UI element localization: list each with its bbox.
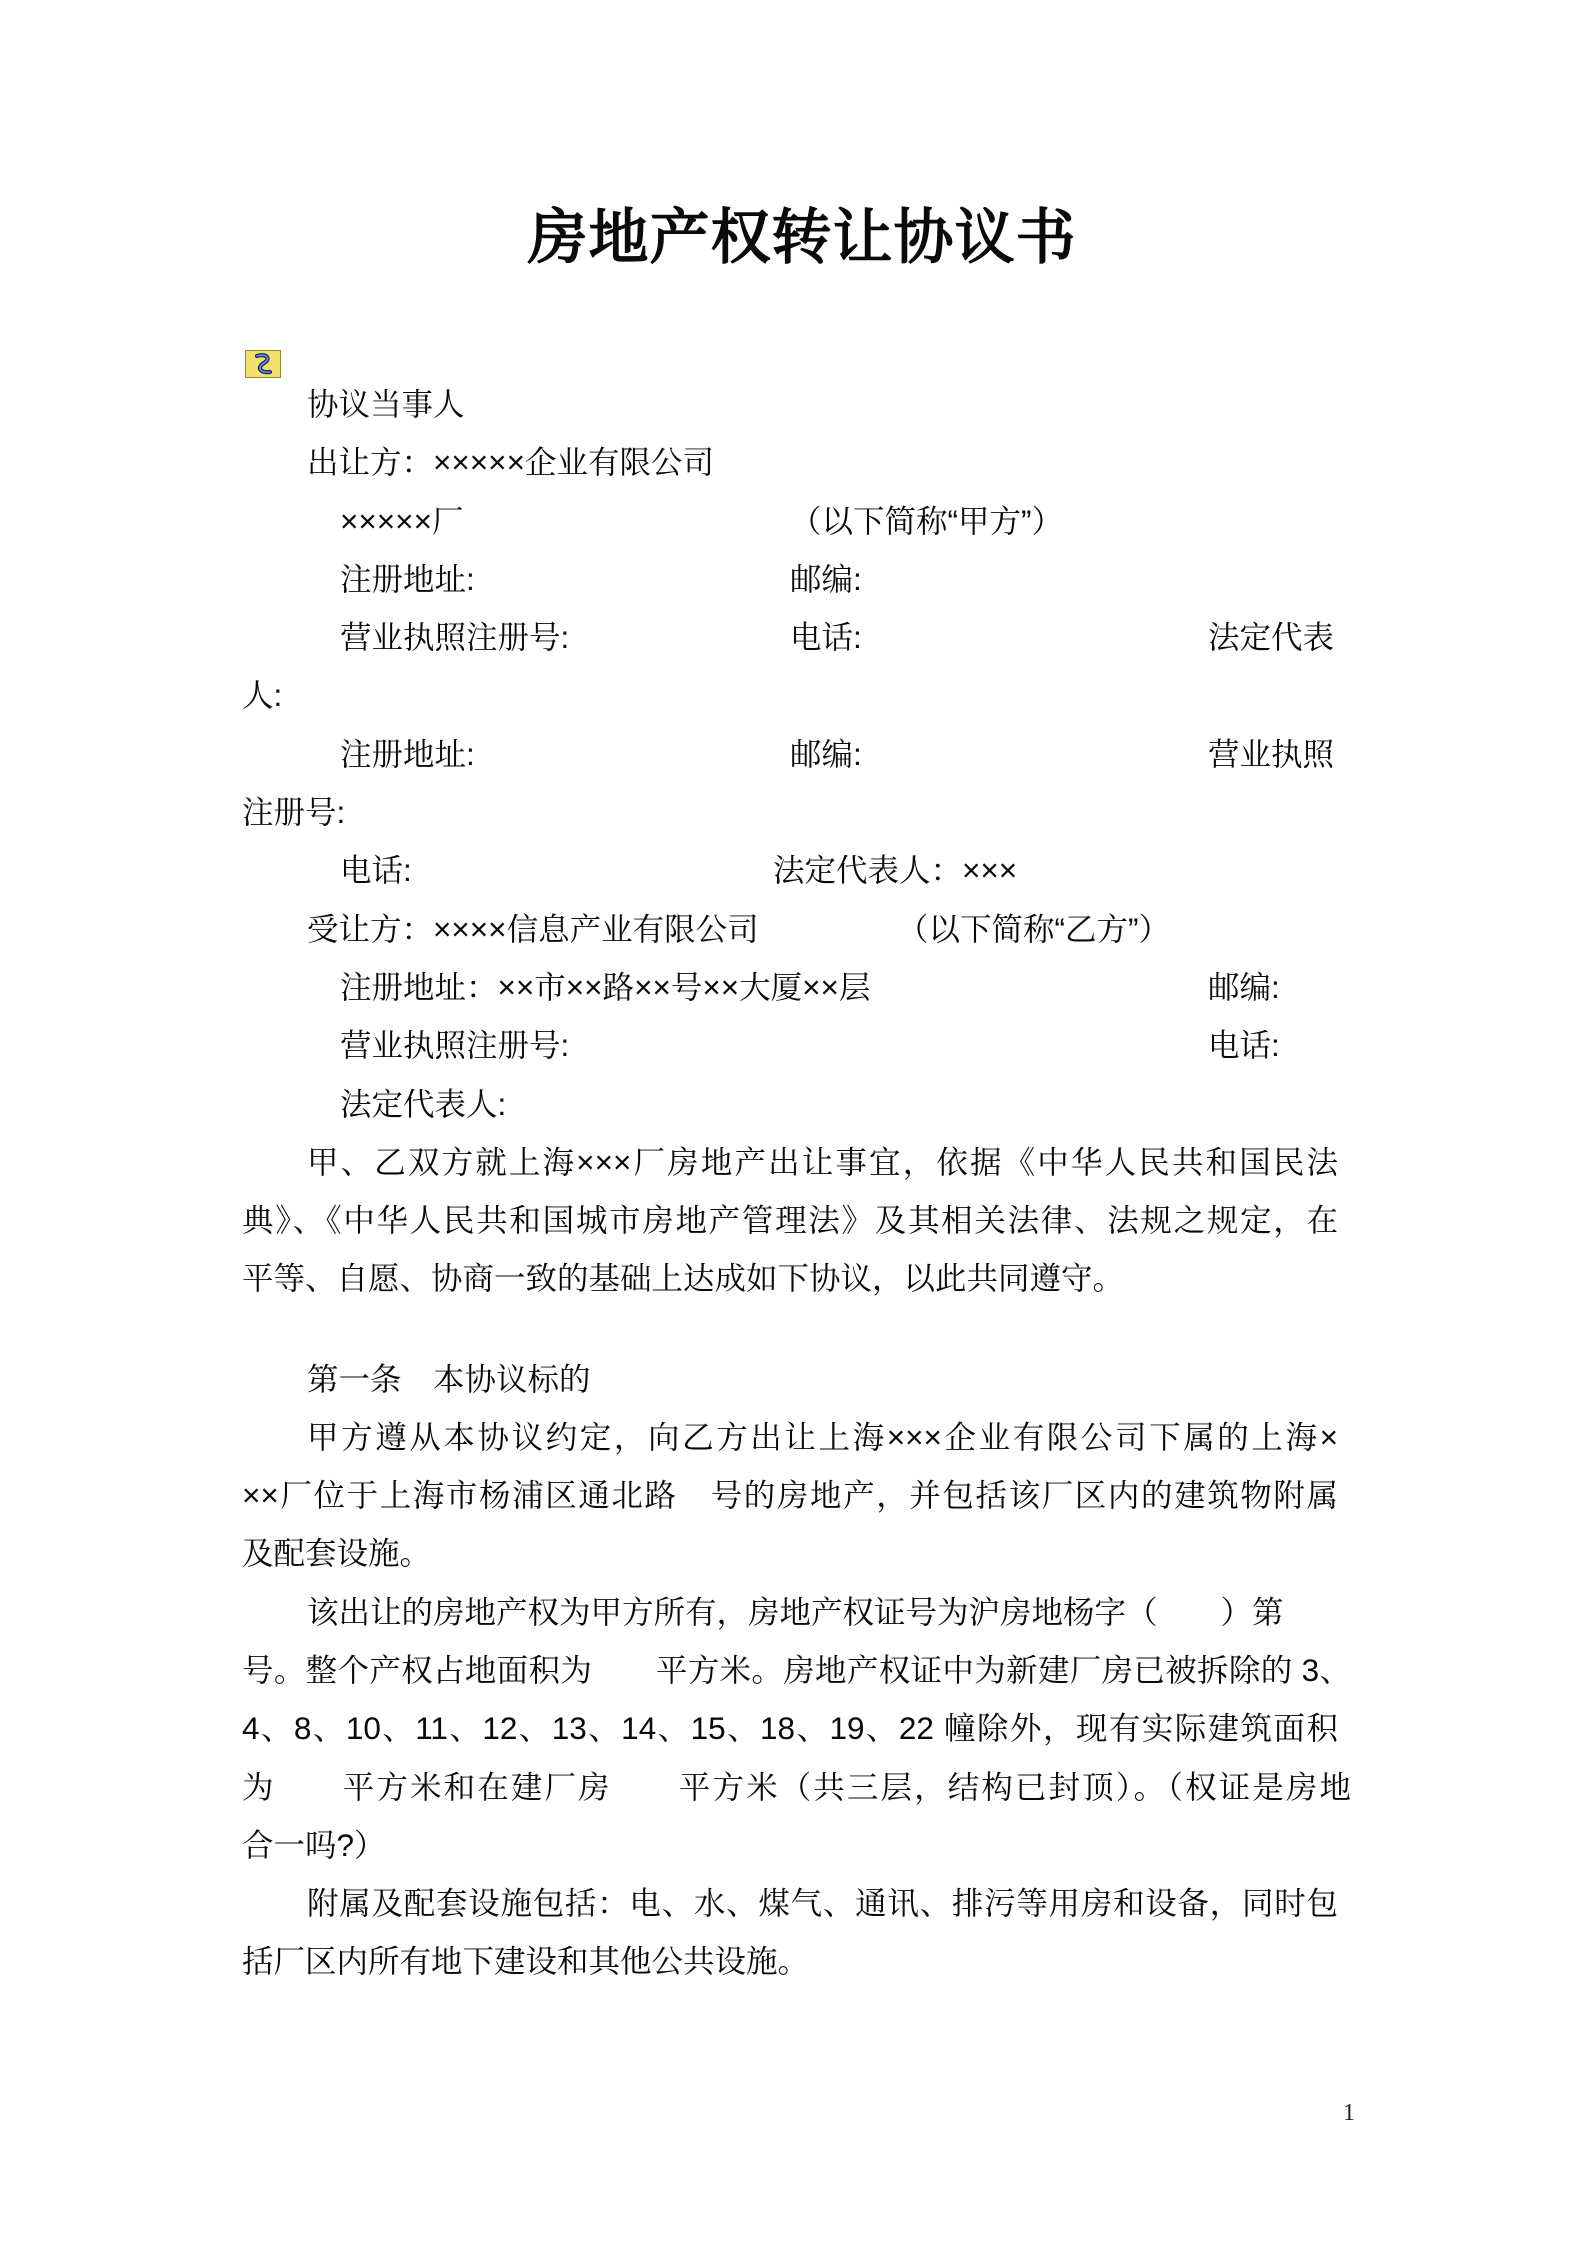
legal-representative-label-continued: 人:: [242, 677, 283, 714]
paragraph-line: 为 平方米和在建厂房 平方米（共三层，结构已封顶）。（权证是房地: [242, 1768, 1351, 1805]
text-line: [0, 666, 1586, 724]
text-line: [0, 1350, 1586, 1408]
text-line: [0, 900, 1586, 958]
document-title: 房地产权转让协议书: [527, 204, 1077, 271]
text-line: [0, 1466, 1586, 1524]
text-line: [0, 1075, 1586, 1133]
text-line: [0, 1583, 1586, 1641]
text-line: [0, 958, 1586, 1016]
postcode-label: 邮编:: [1208, 968, 1280, 1005]
registered-address-label: 注册地址:: [340, 735, 475, 772]
transferee-registered-address: 注册地址：××市××路××号××大厦××层: [340, 968, 871, 1005]
text-line: [0, 1408, 1586, 1466]
text-line: [0, 550, 1586, 608]
text-line: [0, 1758, 1586, 1816]
text-line: [0, 783, 1586, 841]
transferor-alias: （以下简称“甲方”）: [790, 502, 1063, 539]
text-line: [0, 841, 1586, 899]
text-line: [0, 492, 1586, 550]
text-line: [0, 1699, 1586, 1757]
transferor-name: 出让方：×××××企业有限公司: [307, 444, 714, 481]
registered-address-label: 注册地址:: [340, 560, 475, 597]
business-license-label: 营业执照注册号:: [340, 619, 570, 656]
article-1-section: [0, 1350, 1586, 1991]
parties-section: [0, 375, 1586, 1308]
text-line: [0, 1524, 1586, 1582]
text-line: [0, 1016, 1586, 1074]
preamble-line: 甲、乙双方就上海×××厂房地产出让事宜，依据《中华人民共和国民法: [307, 1143, 1338, 1180]
phone-label: 电话:: [1208, 1027, 1280, 1064]
page-number: 1: [1343, 2100, 1355, 2126]
paragraph-line: 4、8、10、11、12、13、14、15、18、19、22 幢除外，现有实际建筑面积: [242, 1710, 1338, 1747]
postcode-label: 邮编:: [790, 560, 862, 597]
paragraph-line: ××厂位于上海市杨浦区通北路 号的房地产，并包括该厂区内的建筑物附属: [242, 1477, 1338, 1514]
parties-heading: 协议当事人: [307, 386, 465, 422]
transferee-alias: （以下简称“乙方”）: [897, 910, 1170, 947]
text-line: [0, 725, 1586, 783]
text-line: [0, 1816, 1586, 1874]
paragraph-line: 附属及配套设施包括：电、水、煤气、通讯、排污等用房和设备，同时包: [307, 1885, 1338, 1922]
legal-representative: 法定代表人：×××: [773, 852, 1018, 889]
text-line: [0, 1874, 1586, 1932]
business-license-label: 营业执照: [1208, 735, 1335, 772]
paragraph-line: 及配套设施。: [242, 1535, 432, 1572]
legal-representative-label: 法定代表人:: [340, 1085, 507, 1122]
paragraph-line: 甲方遵从本协议约定，向乙方出让上海×××企业有限公司下属的上海×: [307, 1418, 1338, 1455]
transferee-name: 受让方：××××信息产业有限公司: [307, 910, 759, 947]
transferor-factory: ×××××厂: [340, 502, 464, 539]
text-line: [0, 1932, 1586, 1990]
business-license-label-continued: 注册号:: [242, 794, 346, 831]
business-license-label: 营业执照注册号:: [340, 1027, 570, 1064]
text-line: [0, 1133, 1586, 1191]
paragraph-line: 号。整个产权占地面积为 平方米。房地产权证中为新建厂房已被拆除的 3、: [242, 1651, 1351, 1688]
text-line: [0, 375, 1586, 433]
text-line: [0, 433, 1586, 491]
preamble-line: 平等、自愿、协商一致的基础上达成如下协议，以此共同遵守。: [242, 1260, 1125, 1297]
text-line: [0, 1641, 1586, 1699]
paragraph-line: 合一吗?）: [242, 1826, 386, 1863]
preamble-line: 典》、《中华人民共和国城市房地产管理法》及其相关法律、法规之规定，在: [242, 1202, 1338, 1239]
paragraph-line: 括厂区内所有地下建设和其他公共设施。: [242, 1943, 810, 1980]
paragraph-line: 该出让的房地产权为甲方所有，房地产权证号为沪房地杨字（ ）第: [307, 1593, 1284, 1630]
text-line: [0, 1191, 1586, 1249]
text-line: [0, 608, 1586, 666]
postcode-label: 邮编:: [790, 735, 862, 772]
text-line: [0, 1249, 1586, 1307]
phone-label: 电话:: [790, 619, 862, 656]
article-heading: 第一条 本协议标的: [307, 1360, 591, 1397]
phone-label: 电话:: [340, 852, 412, 889]
legal-representative-label: 法定代表: [1208, 619, 1335, 656]
embedded-object-icon: [245, 350, 281, 378]
